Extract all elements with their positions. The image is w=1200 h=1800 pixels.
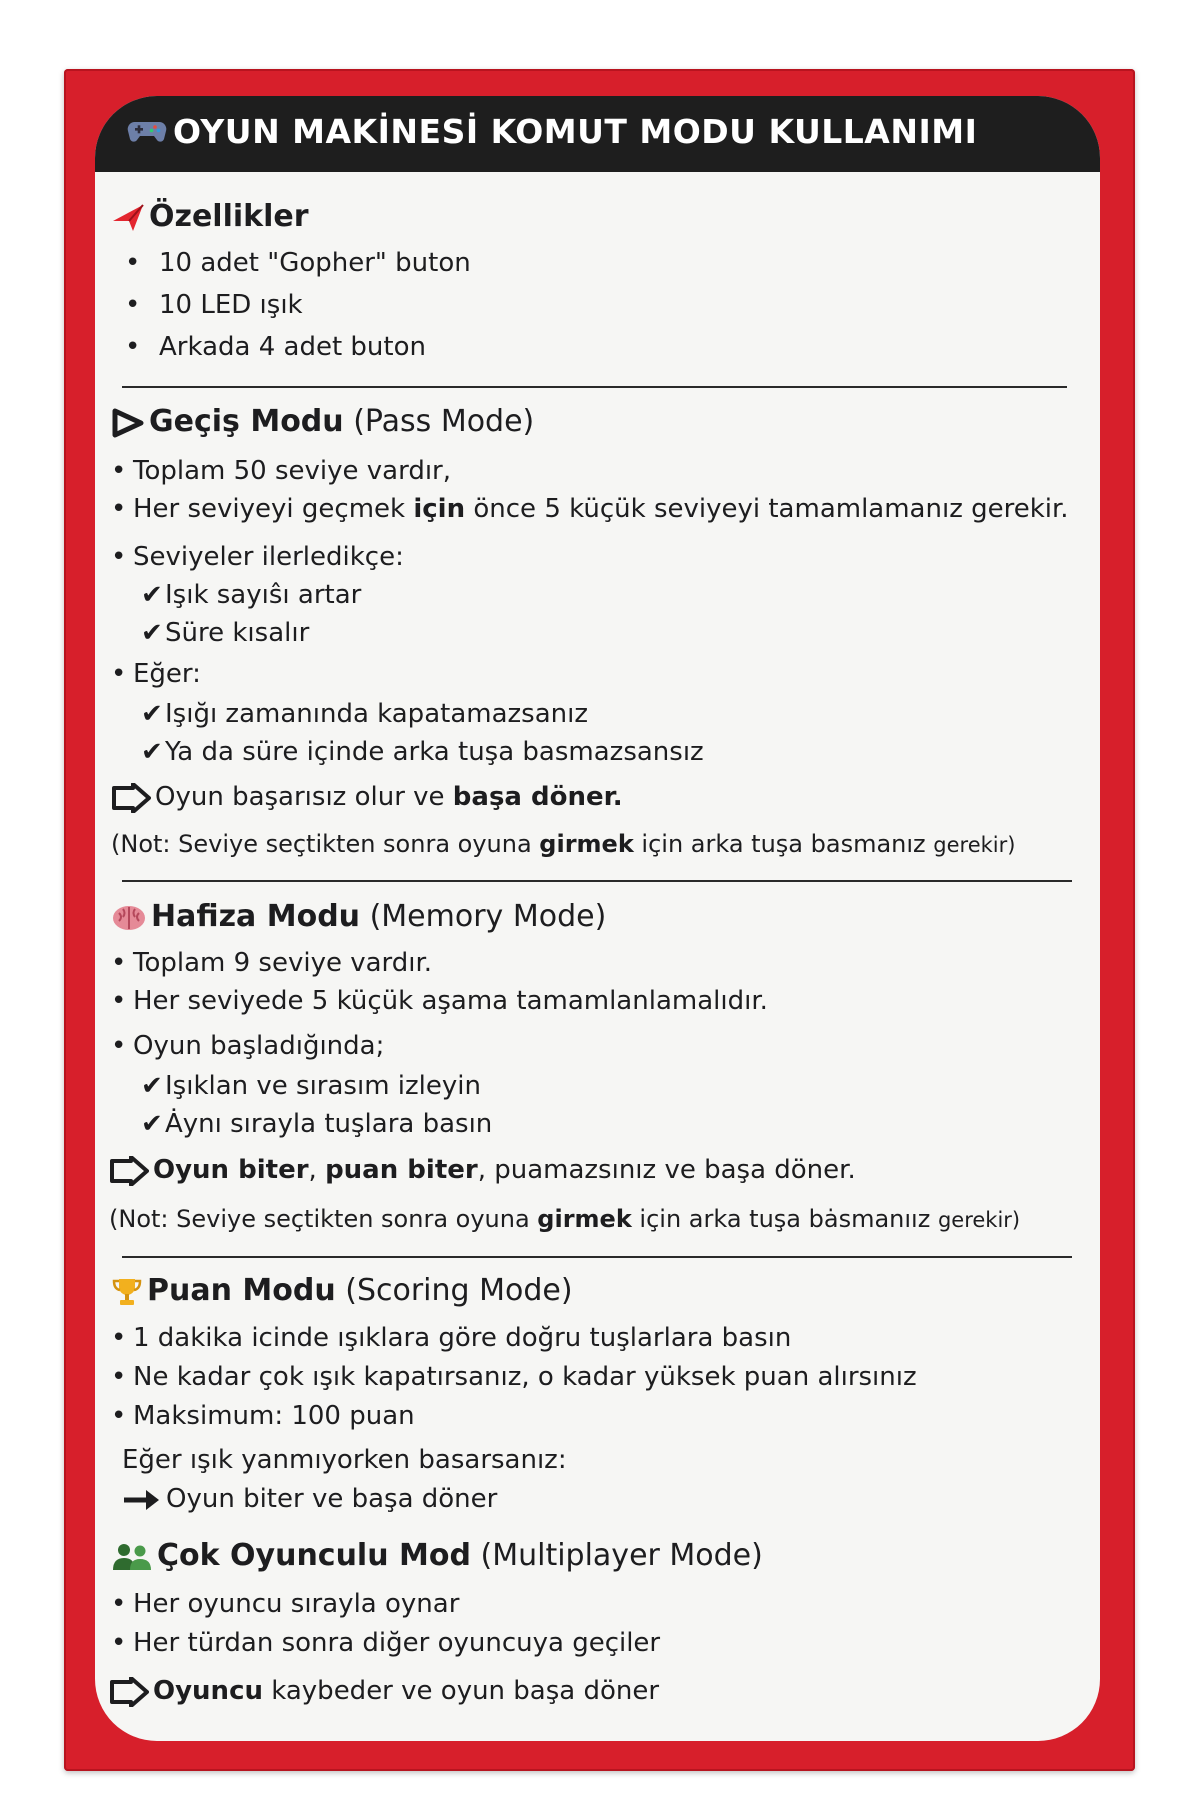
play-icon (111, 408, 145, 438)
divider (122, 880, 1072, 882)
check-icon: ✔ (141, 1109, 163, 1139)
memory-bullet-3: • Oyun başladığında; (111, 1031, 384, 1061)
scoring-bullet-3: • Maksimum: 100 puan (111, 1401, 415, 1431)
memory-bullet-2: • Her seviyede 5 küçük aşama tamamlanlamalıdır. (111, 986, 768, 1016)
pass-check-3: ✔Işığı zamanında kapatamazsanız (141, 699, 588, 729)
arrow-right-icon (109, 1156, 149, 1186)
divider (122, 1256, 1072, 1258)
pass-check-1: ✔Işık sayıŝı artar (141, 580, 362, 610)
check-icon: ✔ (141, 699, 163, 729)
arrow-right-icon (109, 1677, 149, 1707)
scoring-mode-title: Puan Modu (147, 1273, 336, 1308)
header-title-text: OYUN MAKİNESİ KOMUT MODU KULLANIMI (173, 112, 978, 151)
feature-item: • 10 LED ışık (125, 290, 303, 320)
divider (122, 386, 1067, 388)
scoring-result: Oyun biter ve başa döner (122, 1484, 497, 1514)
multi-bullet-2: • Her türdan sonra diğer oyuncuya geçiler (111, 1628, 660, 1658)
people-icon (111, 1542, 153, 1572)
multiplayer-mode-subtitle: (Multiplayer Mode) (480, 1538, 763, 1573)
check-icon: ✔ (141, 1071, 163, 1101)
multi-result: Oyuncu kaybeder ve oyun başa döner (109, 1676, 659, 1707)
trophy-icon (111, 1277, 143, 1307)
scoring-condition: Eğer ışık yanmıyorken basarsanız: (122, 1445, 567, 1475)
feature-item: • 10 adet "Gopher" buton (125, 248, 471, 278)
pass-mode-heading (111, 404, 534, 439)
memory-check-2: ✔Ȧynı sırayla tuşlara basın (141, 1109, 493, 1139)
features-title: Özellikler (149, 199, 309, 234)
pass-bullet-1: • Toplam 50 seviye vardır, (111, 456, 451, 486)
pass-bullet-4: • Eğer: (111, 659, 201, 689)
memory-mode-subtitle: (Memory Mode) (369, 899, 607, 934)
scoring-mode-subtitle: (Scoring Mode) (345, 1273, 573, 1308)
arrow-right-icon (111, 783, 151, 813)
pass-check-4: ✔Ya da süre içinde arka tuşa basmazsansız (141, 737, 704, 767)
pass-mode-title: Geçiş Modu (149, 404, 344, 439)
memory-check-1: ✔Işıklan ve sırasım izleyin (141, 1071, 481, 1101)
scoring-bullet-2: • Ne kadar çok ışık kapatırsanız, o kadar yüksek puan alırsınız (111, 1362, 917, 1392)
multiplayer-mode-title: Çok Oyunculu Mod (157, 1538, 471, 1573)
memory-mode-title: Hafiza Modu (151, 899, 361, 934)
memory-note: (Not: Seviye seçtikten sonra oyuna girmek için arka tuşa bȧsmanıız gerekir) (109, 1205, 1021, 1233)
check-icon: ✔ (141, 580, 163, 610)
pass-result: Oyun başarısız olur ve başa döner. (111, 782, 623, 813)
pass-note: (Not: Seviye seçtikten sonra oyuna girmek için arka tuşa basmanız gerekir) (111, 830, 1016, 858)
check-icon: ✔ (141, 618, 163, 648)
pass-check-2: ✔Süre kısalır (141, 618, 310, 648)
pass-mode-subtitle: (Pass Mode) (353, 404, 535, 439)
multi-bullet-1: • Her oyuncu sırayla oynar (111, 1589, 459, 1619)
memory-result: Oyun biter, puan biter, puamazsınız ve başa döner. (109, 1155, 856, 1186)
instruction-card (95, 96, 1100, 1741)
multiplayer-mode-heading (111, 1538, 763, 1573)
memory-bullet-1: • Toplam 9 seviye vardır. (111, 948, 432, 978)
scoring-mode-heading (111, 1273, 573, 1308)
memory-mode-heading (111, 899, 606, 934)
pass-bullet-2: • Her seviyeyi geçmek için önce 5 küçük seviyeyi tamamlamanız gerekir. (111, 494, 1069, 524)
check-icon: ✔ (141, 737, 163, 767)
arrow-right-icon (122, 1487, 162, 1513)
pushpin-icon (111, 203, 145, 233)
feature-item: • Arkada 4 adet buton (125, 332, 426, 362)
brain-icon (111, 903, 147, 933)
scoring-bullet-1: • 1 dakika icinde ışıklara göre doğru tuşlarlara basın (111, 1323, 791, 1353)
features-heading (111, 199, 309, 234)
pass-bullet-3: • Seviyeler ilerledikçe: (111, 542, 404, 572)
